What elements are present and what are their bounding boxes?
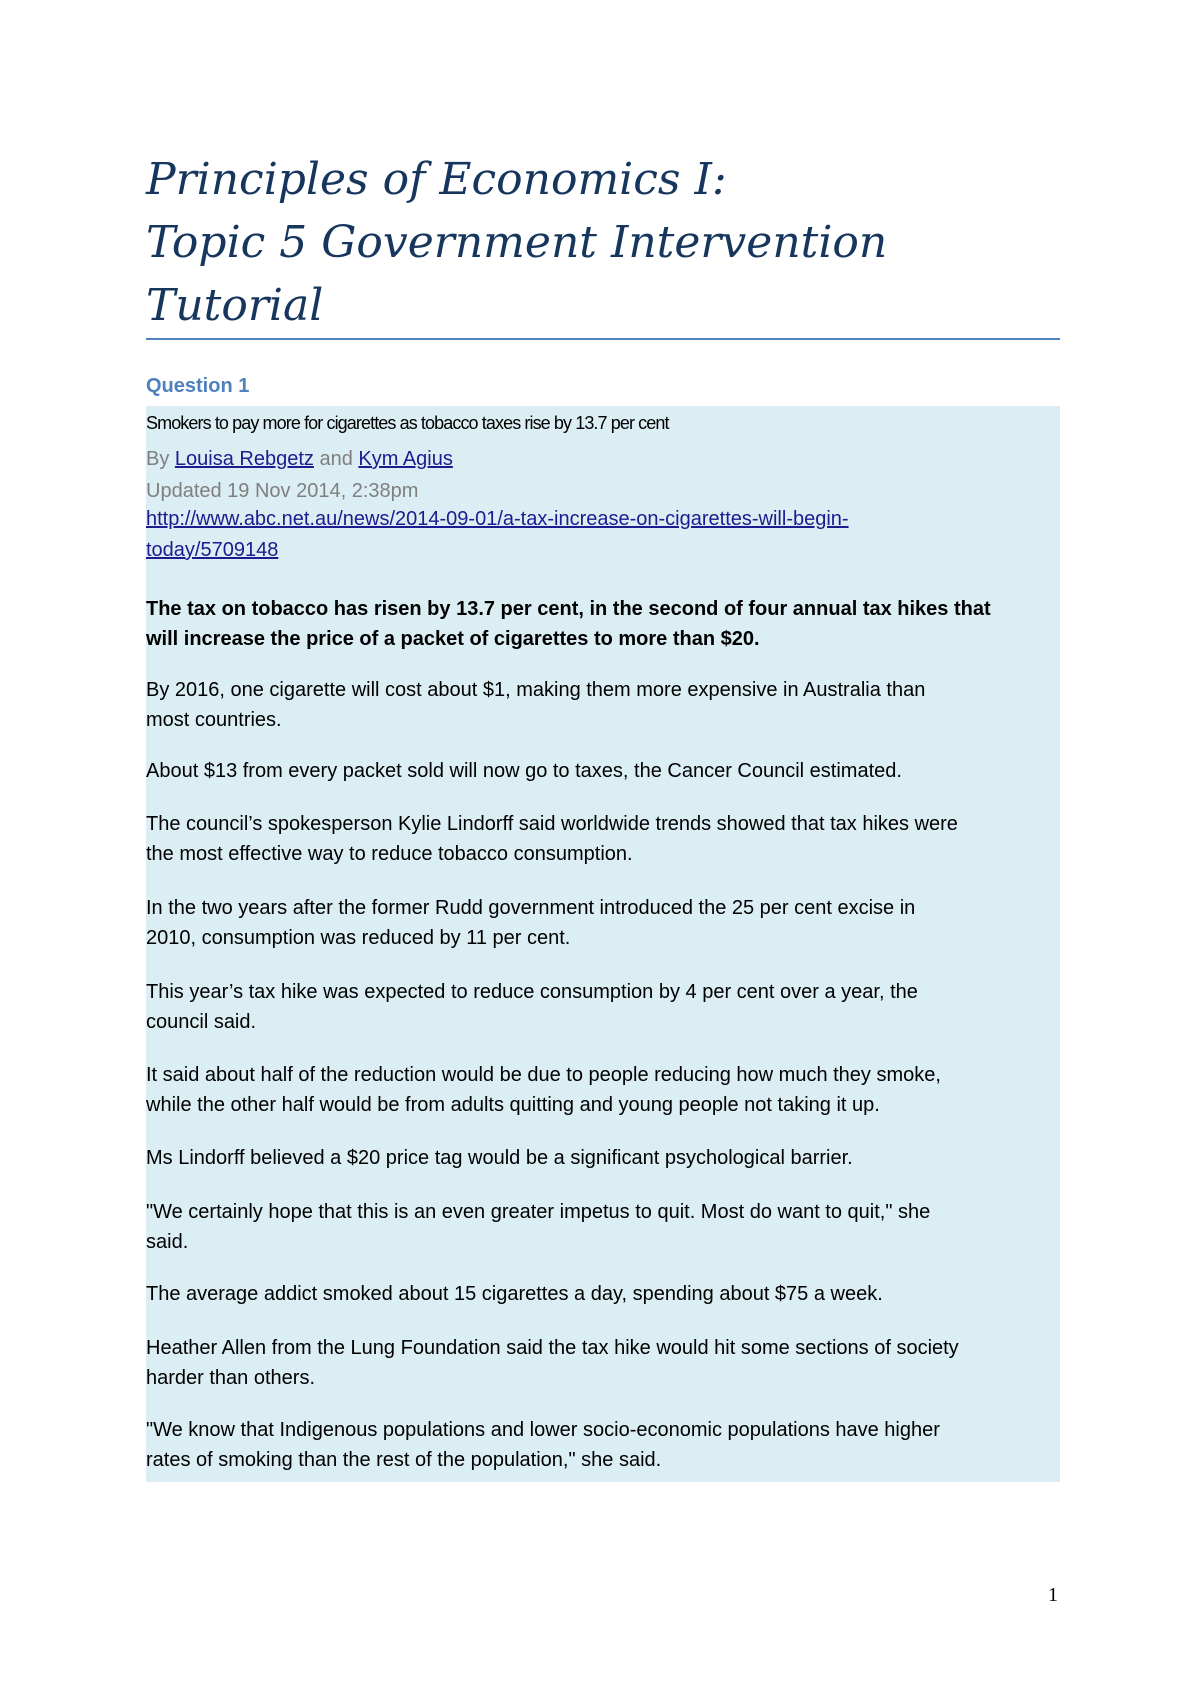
document-title (146, 148, 1060, 337)
article-headline: Smokers to pay more for cigarettes as tobacco taxes rise by 13.7 per cent (146, 413, 669, 433)
article-paragraph (146, 1279, 1060, 1309)
paragraph-line: It said about half of the reduction would be due to people reducing how much they smoke, (146, 1064, 941, 1086)
lead-paragraph (146, 594, 1060, 654)
title-line: Topic 5 Government Intervention (146, 217, 888, 268)
paragraph-line: "We certainly hope that this is an even greater impetus to quit. Most do want to quit," she (146, 1201, 931, 1223)
paragraph-line: This year’s tax hike was expected to reduce consumption by 4 per cent over a year, the (146, 981, 918, 1003)
paragraph-line: Ms Lindorff believed a $20 price tag would be a significant psychological barrier. (146, 1147, 853, 1169)
author-link-louisa-rebgetz[interactable]: Louisa Rebgetz (174, 448, 314, 470)
paragraph-line: the most effective way to reduce tobacco consumption. (146, 843, 633, 865)
paragraph-line: council said. (146, 1011, 257, 1033)
paragraph-line: will increase the price of a packet of cigarettes to more than $20. (146, 628, 760, 650)
article-byline (146, 444, 453, 474)
title-line: Tutorial (146, 280, 324, 331)
article-paragraph (146, 809, 1060, 869)
article-updated-date: Updated 19 Nov 2014, 2:38pm (146, 480, 419, 502)
paragraph-line: The council’s spokesperson Kylie Lindorff said worldwide trends showed that tax hikes were (146, 813, 958, 835)
paragraph-line: The tax on tobacco has risen by 13.7 per cent, in the second of four annual tax hikes that (146, 598, 991, 620)
paragraph-line: About $13 from every packet sold will now go to taxes, the Cancer Council estimated. (146, 760, 902, 782)
paragraph-line: Heather Allen from the Lung Foundation said the tax hike would hit some sections of society (146, 1337, 959, 1359)
article-paragraph (146, 977, 1060, 1037)
article-box (146, 406, 1060, 1482)
paragraph-line: The average addict smoked about 15 cigarettes a day, spending about $75 a week. (146, 1283, 883, 1305)
url-line: today/5709148 (146, 539, 279, 561)
paragraph-line: harder than others. (146, 1367, 315, 1389)
title-line: Principles of Economics I: (146, 154, 727, 205)
article-paragraph (146, 675, 1060, 735)
paragraph-line: said. (146, 1231, 189, 1253)
article-paragraph (146, 1333, 1060, 1393)
paragraph-line: In the two years after the former Rudd government introduced the 25 per cent excise in (146, 897, 916, 919)
byline-prefix: By (146, 448, 170, 470)
article-paragraph (146, 1143, 1060, 1173)
article-url-link[interactable] (146, 504, 1060, 566)
paragraph-line: while the other half would be from adults quitting and young people not taking it up. (146, 1094, 880, 1116)
page-number: 1 (1048, 1584, 1058, 1606)
url-line: http://www.abc.net.au/news/2014-09-01/a-tax-increase-on-cigarettes-will-begin- (146, 508, 849, 530)
paragraph-line: By 2016, one cigarette will cost about $1, making them more expensive in Australia than (146, 679, 926, 701)
author-link-kym-agius[interactable]: Kym Agius (358, 448, 453, 470)
paragraph-line: "We know that Indigenous populations and lower socio-economic populations have higher (146, 1419, 940, 1441)
article-paragraph (146, 1060, 1060, 1120)
paragraph-line: 2010, consumption was reduced by 11 per cent. (146, 927, 571, 949)
article-paragraph (146, 756, 1060, 786)
question-heading: Question 1 (146, 375, 250, 397)
paragraph-line: rates of smoking than the rest of the population," she said. (146, 1449, 662, 1471)
article-paragraph (146, 1415, 1060, 1475)
article-paragraph (146, 1197, 1060, 1257)
title-divider (146, 338, 1060, 340)
paragraph-line: most countries. (146, 709, 282, 731)
article-paragraph (146, 893, 1060, 953)
byline-joiner: and (319, 448, 353, 470)
